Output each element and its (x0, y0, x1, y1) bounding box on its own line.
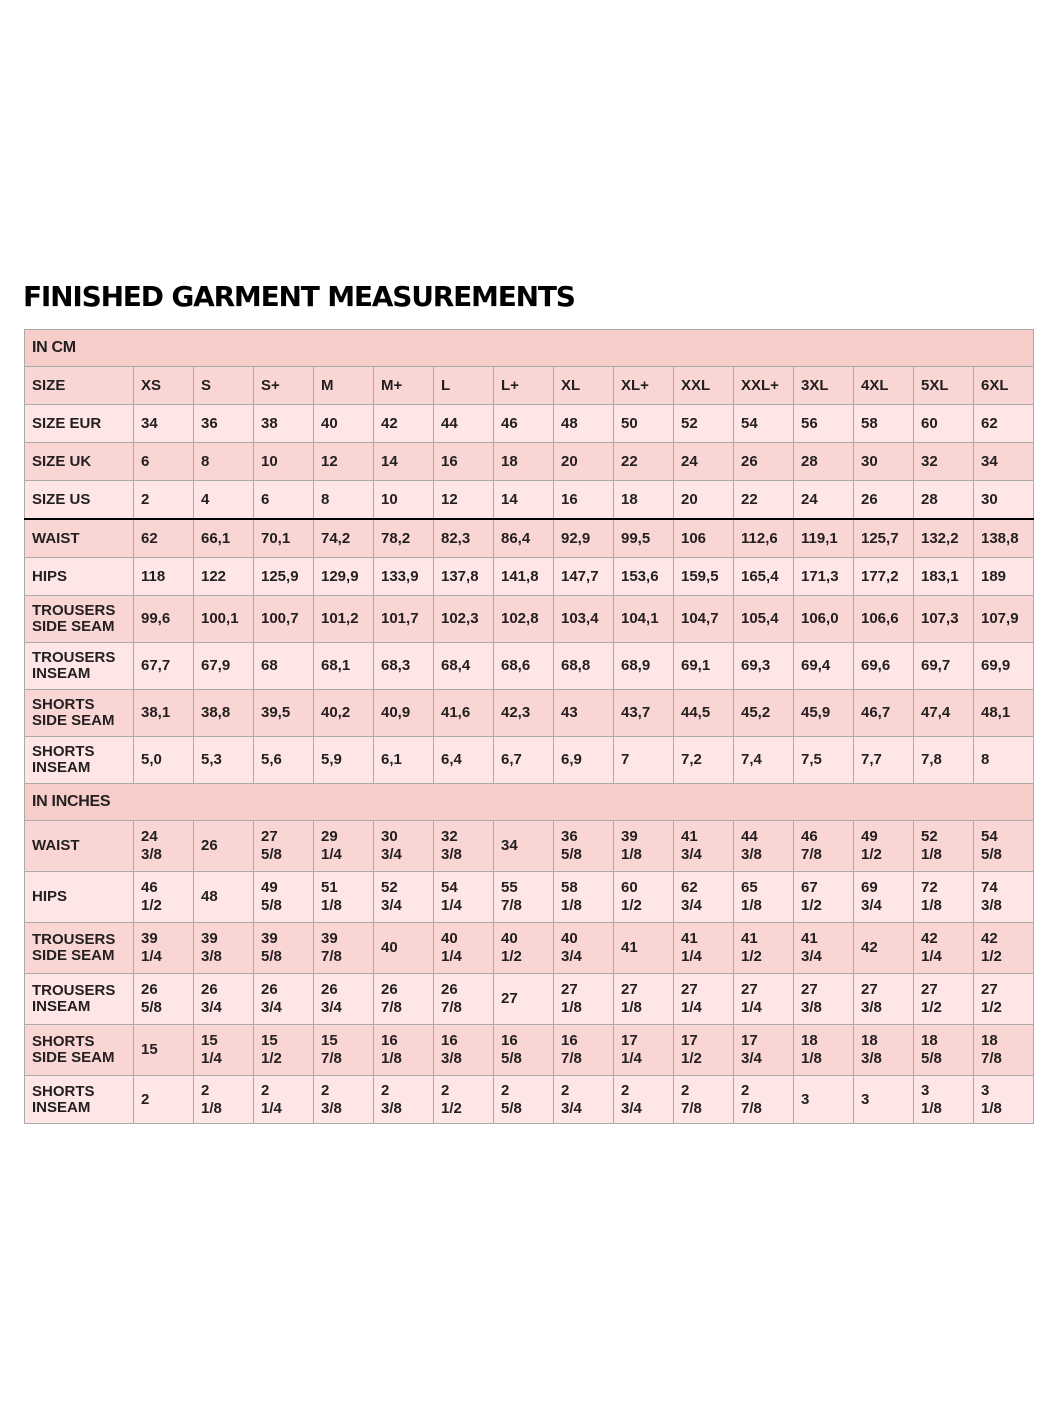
table-cell: 51 1/8 (314, 872, 374, 923)
table-cell: 41 1/2 (734, 923, 794, 974)
table-cell: 49 1/2 (854, 821, 914, 872)
table-cell: 42,3 (494, 690, 554, 737)
table-cell: 26 7/8 (434, 974, 494, 1025)
table-cell: 69,4 (794, 643, 854, 690)
table-cell: 74,2 (314, 519, 374, 558)
table-cell: 42 1/4 (914, 923, 974, 974)
table-cell: 18 7/8 (974, 1025, 1034, 1076)
table-cell: 17 3/4 (734, 1025, 794, 1076)
table-cell: 70,1 (254, 519, 314, 558)
table-cell: 54 (734, 405, 794, 443)
table-cell: 147,7 (554, 558, 614, 596)
table-cell: 65 1/8 (734, 872, 794, 923)
table-row (25, 596, 1034, 643)
table-cell: XXL+ (734, 367, 794, 405)
table-cell: 5XL (914, 367, 974, 405)
table-cell: 10 (374, 481, 434, 520)
table-cell: 3XL (794, 367, 854, 405)
table-cell: 28 (794, 443, 854, 481)
table-cell: 30 3/4 (374, 821, 434, 872)
table-cell: 3 (854, 1076, 914, 1124)
table-cell: 44,5 (674, 690, 734, 737)
table-cell: 67 1/2 (794, 872, 854, 923)
table-cell: 4XL (854, 367, 914, 405)
table-row (25, 405, 1034, 443)
table-cell: 22 (734, 481, 794, 520)
table-cell: 32 (914, 443, 974, 481)
table-cell: 2 1/8 (194, 1076, 254, 1124)
table-row (25, 737, 1034, 784)
table-cell: 106,0 (794, 596, 854, 643)
table-cell: 24 (674, 443, 734, 481)
table-cell: 39 1/4 (134, 923, 194, 974)
table-cell: 177,2 (854, 558, 914, 596)
table-cell: 36 (194, 405, 254, 443)
row-label: SIZE US (25, 481, 134, 520)
section-heading-inches-label: IN INCHES (25, 784, 1034, 821)
table-cell: 16 1/8 (374, 1025, 434, 1076)
table-cell: 38,8 (194, 690, 254, 737)
table-cell: 55 7/8 (494, 872, 554, 923)
table-cell: 99,5 (614, 519, 674, 558)
table-cell: 32 3/8 (434, 821, 494, 872)
table-cell: 12 (434, 481, 494, 520)
table-cell: 6 (134, 443, 194, 481)
row-label: SIZE EUR (25, 405, 134, 443)
table-cell: 125,9 (254, 558, 314, 596)
table-cell: 18 5/8 (914, 1025, 974, 1076)
table-cell: 133,9 (374, 558, 434, 596)
table-cell: 18 (494, 443, 554, 481)
table-cell: 62 (974, 405, 1034, 443)
table-cell: 34 (134, 405, 194, 443)
table-cell: 101,2 (314, 596, 374, 643)
table-cell: 92,9 (554, 519, 614, 558)
table-cell: 52 1/8 (914, 821, 974, 872)
table-cell: 3 (794, 1076, 854, 1124)
table-cell: 105,4 (734, 596, 794, 643)
table-cell: 27 (494, 974, 554, 1025)
table-cell: 2 7/8 (674, 1076, 734, 1124)
row-label: SHORTS INSEAM (25, 1076, 134, 1124)
table-cell: 15 (134, 1025, 194, 1076)
row-label: SIZE (25, 367, 134, 405)
table-cell: 40 1/4 (434, 923, 494, 974)
row-label: SHORTS SIDE SEAM (25, 1025, 134, 1076)
measurement-table (24, 329, 1034, 1124)
table-cell: 171,3 (794, 558, 854, 596)
table-row (25, 1076, 1034, 1124)
table-cell: 45,9 (794, 690, 854, 737)
table-row (25, 643, 1034, 690)
table-cell: 20 (674, 481, 734, 520)
table-cell: 2 1/4 (254, 1076, 314, 1124)
table-cell: 183,1 (914, 558, 974, 596)
table-cell: 26 3/4 (314, 974, 374, 1025)
table-cell: 103,4 (554, 596, 614, 643)
table-cell: 2 1/2 (434, 1076, 494, 1124)
table-cell: 27 1/8 (614, 974, 674, 1025)
row-label: SIZE UK (25, 443, 134, 481)
table-cell: 2 3/4 (614, 1076, 674, 1124)
table-cell: 141,8 (494, 558, 554, 596)
table-cell: 28 (914, 481, 974, 520)
page-title: FINISHED GARMENT MEASUREMENTS (23, 280, 575, 313)
row-label: SHORTS INSEAM (25, 737, 134, 784)
table-cell: S (194, 367, 254, 405)
table-cell: 72 1/8 (914, 872, 974, 923)
table-cell: 68,8 (554, 643, 614, 690)
table-cell: 118 (134, 558, 194, 596)
table-cell: 106,6 (854, 596, 914, 643)
table-row (25, 690, 1034, 737)
table-row (25, 923, 1034, 974)
table-cell: 52 3/4 (374, 872, 434, 923)
table-cell: 68,1 (314, 643, 374, 690)
table-cell: 42 (374, 405, 434, 443)
table-cell: 44 (434, 405, 494, 443)
table-cell: 104,1 (614, 596, 674, 643)
table-cell: 60 (914, 405, 974, 443)
table-cell: 2 (134, 1076, 194, 1124)
table-cell: 18 1/8 (794, 1025, 854, 1076)
table-cell: 137,8 (434, 558, 494, 596)
table-cell: 27 1/8 (554, 974, 614, 1025)
table-cell: 27 1/4 (734, 974, 794, 1025)
table-cell: 132,2 (914, 519, 974, 558)
table-cell: S+ (254, 367, 314, 405)
table-cell: 18 (614, 481, 674, 520)
table-cell: 40 (374, 923, 434, 974)
table-cell: 99,6 (134, 596, 194, 643)
table-cell: 125,7 (854, 519, 914, 558)
table-cell: 40 1/2 (494, 923, 554, 974)
table-cell: 78,2 (374, 519, 434, 558)
table-cell: 7,8 (914, 737, 974, 784)
table-cell: 68,6 (494, 643, 554, 690)
table-cell: 26 7/8 (374, 974, 434, 1025)
table-cell: 46 (494, 405, 554, 443)
table-cell: 8 (314, 481, 374, 520)
row-label: TROUSERS INSEAM (25, 974, 134, 1025)
table-cell: 39 3/8 (194, 923, 254, 974)
table-cell: L+ (494, 367, 554, 405)
table-row (25, 558, 1034, 596)
table-cell: 41 1/4 (674, 923, 734, 974)
table-cell: 2 7/8 (734, 1076, 794, 1124)
table-cell: 17 1/4 (614, 1025, 674, 1076)
table-cell: 47,4 (914, 690, 974, 737)
table-cell: 5,9 (314, 737, 374, 784)
table-cell: 102,3 (434, 596, 494, 643)
table-cell: 54 1/4 (434, 872, 494, 923)
table-cell: 12 (314, 443, 374, 481)
table-cell: 40 (314, 405, 374, 443)
table-cell: 49 5/8 (254, 872, 314, 923)
table-cell: 38 (254, 405, 314, 443)
table-cell: 16 5/8 (494, 1025, 554, 1076)
table-row (25, 1025, 1034, 1076)
table-cell: 43 (554, 690, 614, 737)
table-cell: 48,1 (974, 690, 1034, 737)
table-cell: 68 (254, 643, 314, 690)
table-row (25, 367, 1034, 405)
table-cell: 46 7/8 (794, 821, 854, 872)
table-cell: 42 1/2 (974, 923, 1034, 974)
table-cell: 39 7/8 (314, 923, 374, 974)
table-cell: 6,9 (554, 737, 614, 784)
table-cell: 17 1/2 (674, 1025, 734, 1076)
table-cell: 106 (674, 519, 734, 558)
table-cell: 16 (434, 443, 494, 481)
table-cell: 6,1 (374, 737, 434, 784)
table-cell: 43,7 (614, 690, 674, 737)
table-cell: M (314, 367, 374, 405)
table-cell: 2 5/8 (494, 1076, 554, 1124)
table-cell: 7 (614, 737, 674, 784)
table-cell: 24 (794, 481, 854, 520)
table-cell: 4 (194, 481, 254, 520)
table-cell: 27 3/8 (794, 974, 854, 1025)
table-cell: 102,8 (494, 596, 554, 643)
table-cell: 6XL (974, 367, 1034, 405)
table-cell: 10 (254, 443, 314, 481)
table-cell: 67,9 (194, 643, 254, 690)
table-cell: 60 1/2 (614, 872, 674, 923)
table-cell: 30 (974, 481, 1034, 520)
table-cell: 52 (674, 405, 734, 443)
table-cell: 5,3 (194, 737, 254, 784)
row-label: HIPS (25, 558, 134, 596)
table-cell: 22 (614, 443, 674, 481)
table-cell: 104,7 (674, 596, 734, 643)
table-cell: 58 1/8 (554, 872, 614, 923)
table-cell: 6 (254, 481, 314, 520)
table-cell: 26 (734, 443, 794, 481)
table-cell: 41,6 (434, 690, 494, 737)
table-cell: 165,4 (734, 558, 794, 596)
table-cell: 5,0 (134, 737, 194, 784)
table-body (25, 330, 1034, 1124)
table-cell: 58 (854, 405, 914, 443)
table-cell: 27 3/8 (854, 974, 914, 1025)
table-cell: 50 (614, 405, 674, 443)
table-cell: 20 (554, 443, 614, 481)
table-cell: 86,4 (494, 519, 554, 558)
table-cell: 7,7 (854, 737, 914, 784)
table-cell: 107,3 (914, 596, 974, 643)
table-cell: 122 (194, 558, 254, 596)
table-cell: 3 1/8 (914, 1076, 974, 1124)
table-cell: 29 1/4 (314, 821, 374, 872)
row-label: TROUSERS INSEAM (25, 643, 134, 690)
table-row (25, 443, 1034, 481)
table-cell: 46 1/2 (134, 872, 194, 923)
table-cell: 48 (194, 872, 254, 923)
table-cell: 40,2 (314, 690, 374, 737)
table-cell: 6,7 (494, 737, 554, 784)
row-label: TROUSERS SIDE SEAM (25, 923, 134, 974)
table-cell: XS (134, 367, 194, 405)
section-heading-cm (25, 330, 1034, 367)
table-cell: 26 (194, 821, 254, 872)
table-cell: 36 5/8 (554, 821, 614, 872)
table-cell: 27 5/8 (254, 821, 314, 872)
table-cell: 129,9 (314, 558, 374, 596)
table-cell: 27 1/4 (674, 974, 734, 1025)
table-cell: 16 (554, 481, 614, 520)
table-cell: 40 3/4 (554, 923, 614, 974)
section-heading-inches (25, 784, 1034, 821)
table-cell: 66,1 (194, 519, 254, 558)
table-cell: 46,7 (854, 690, 914, 737)
table-cell: 40,9 (374, 690, 434, 737)
table-cell: 2 (134, 481, 194, 520)
table-cell: 68,3 (374, 643, 434, 690)
table-cell: 74 3/8 (974, 872, 1034, 923)
table-cell: 39 1/8 (614, 821, 674, 872)
table-cell: 34 (974, 443, 1034, 481)
table-cell: 34 (494, 821, 554, 872)
table-cell: 26 3/4 (254, 974, 314, 1025)
table-cell: 54 5/8 (974, 821, 1034, 872)
table-cell: 67,7 (134, 643, 194, 690)
table-cell: 42 (854, 923, 914, 974)
table-cell: 8 (194, 443, 254, 481)
table-cell: 69,6 (854, 643, 914, 690)
row-label: HIPS (25, 872, 134, 923)
table-cell: 2 3/8 (374, 1076, 434, 1124)
table-cell: 3 1/8 (974, 1076, 1034, 1124)
table-cell: 26 (854, 481, 914, 520)
table-cell: 82,3 (434, 519, 494, 558)
table-cell: 69 3/4 (854, 872, 914, 923)
table-cell: M+ (374, 367, 434, 405)
row-label: WAIST (25, 519, 134, 558)
table-cell: 30 (854, 443, 914, 481)
table-cell: 2 3/8 (314, 1076, 374, 1124)
table-cell: 39,5 (254, 690, 314, 737)
table-row (25, 519, 1034, 558)
table-cell: 153,6 (614, 558, 674, 596)
table-cell: 38,1 (134, 690, 194, 737)
table-row (25, 974, 1034, 1025)
table-cell: 119,1 (794, 519, 854, 558)
table-cell: 68,4 (434, 643, 494, 690)
table-cell: 16 3/8 (434, 1025, 494, 1076)
table-cell: 15 1/2 (254, 1025, 314, 1076)
table-cell: 48 (554, 405, 614, 443)
table-cell: 189 (974, 558, 1034, 596)
table-row (25, 821, 1034, 872)
table-cell: 101,7 (374, 596, 434, 643)
table-cell: 8 (974, 737, 1034, 784)
table-cell: 100,1 (194, 596, 254, 643)
table-cell: 15 1/4 (194, 1025, 254, 1076)
table-cell: XXL (674, 367, 734, 405)
table-cell: 62 (134, 519, 194, 558)
table-cell: 138,8 (974, 519, 1034, 558)
table-row (25, 481, 1034, 520)
table-cell: L (434, 367, 494, 405)
table-cell: 5,6 (254, 737, 314, 784)
table-cell: 107,9 (974, 596, 1034, 643)
table-cell: 69,1 (674, 643, 734, 690)
table-cell: 14 (374, 443, 434, 481)
table-row (25, 872, 1034, 923)
table-cell: XL (554, 367, 614, 405)
row-label: TROUSERS SIDE SEAM (25, 596, 134, 643)
table-cell: 7,5 (794, 737, 854, 784)
table-cell: 7,2 (674, 737, 734, 784)
table-cell: 69,9 (974, 643, 1034, 690)
table-cell: 15 7/8 (314, 1025, 374, 1076)
row-label: SHORTS SIDE SEAM (25, 690, 134, 737)
table-cell: 27 1/2 (974, 974, 1034, 1025)
table-cell: 159,5 (674, 558, 734, 596)
table-cell: 27 1/2 (914, 974, 974, 1025)
table-cell: 100,7 (254, 596, 314, 643)
table-cell: 41 (614, 923, 674, 974)
table-cell: 56 (794, 405, 854, 443)
table-cell: 6,4 (434, 737, 494, 784)
table-cell: 62 3/4 (674, 872, 734, 923)
table-cell: 26 3/4 (194, 974, 254, 1025)
section-heading-cm-label: IN CM (25, 330, 1034, 367)
table-cell: 2 3/4 (554, 1076, 614, 1124)
table-cell: 112,6 (734, 519, 794, 558)
table-cell: 24 3/8 (134, 821, 194, 872)
table-cell: 69,7 (914, 643, 974, 690)
table-cell: 44 3/8 (734, 821, 794, 872)
table-cell: 14 (494, 481, 554, 520)
table-cell: 68,9 (614, 643, 674, 690)
table-cell: 41 3/4 (794, 923, 854, 974)
table-cell: XL+ (614, 367, 674, 405)
table-cell: 41 3/4 (674, 821, 734, 872)
row-label: WAIST (25, 821, 134, 872)
table-cell: 39 5/8 (254, 923, 314, 974)
table-cell: 69,3 (734, 643, 794, 690)
table-cell: 18 3/8 (854, 1025, 914, 1076)
table-cell: 26 5/8 (134, 974, 194, 1025)
table-cell: 7,4 (734, 737, 794, 784)
table-cell: 45,2 (734, 690, 794, 737)
table-cell: 16 7/8 (554, 1025, 614, 1076)
